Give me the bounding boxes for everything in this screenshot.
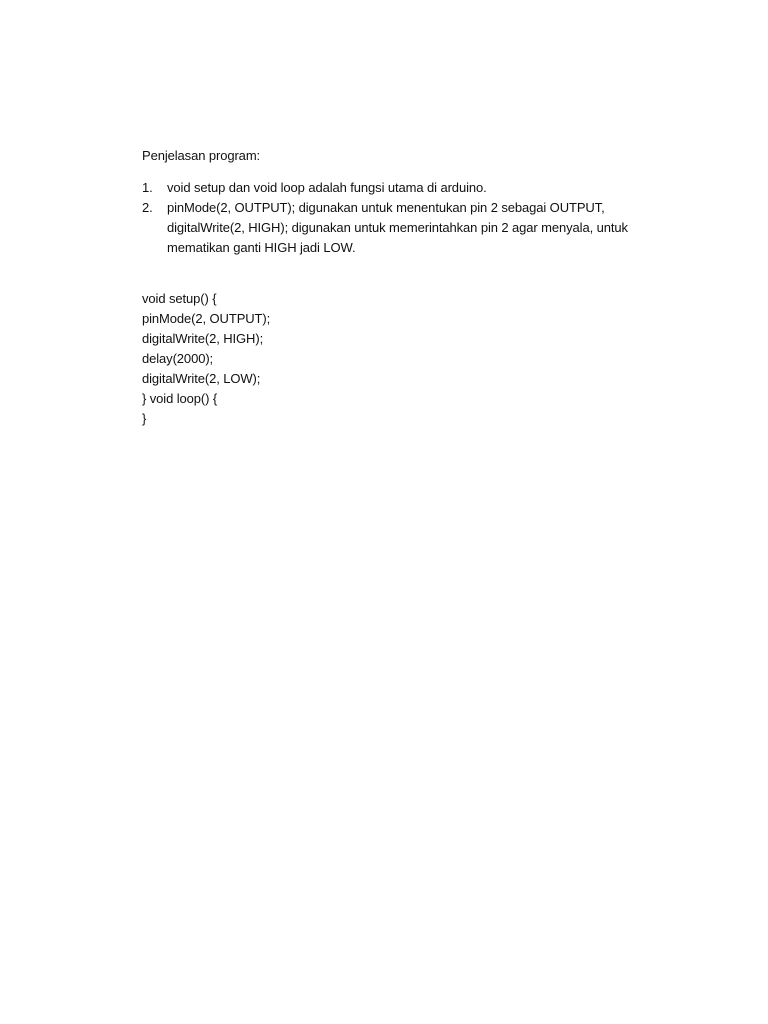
code-line: } [142, 411, 147, 426]
list-item-line: digitalWrite(2, HIGH); digunakan untuk memerintahkan pin 2 agar menyala, untuk [167, 220, 628, 235]
code-line: digitalWrite(2, LOW); [142, 371, 261, 386]
code-line: digitalWrite(2, HIGH); [142, 331, 264, 346]
list-item-text [167, 198, 642, 258]
section-heading: Penjelasan program: [142, 148, 261, 163]
list-item [142, 178, 642, 198]
list-item [142, 198, 642, 258]
list-item-number: 1. [142, 180, 153, 195]
list-item-line: mematikan ganti HIGH jadi LOW. [167, 240, 356, 255]
list-item-line: void setup dan void loop adalah fungsi utama di arduino. [167, 180, 487, 195]
code-line: pinMode(2, OUTPUT); [142, 311, 271, 326]
explanation-list [142, 178, 642, 258]
code-line: } void loop() { [142, 391, 218, 406]
list-item-number: 2. [142, 200, 153, 215]
document-content [142, 146, 642, 429]
list-item-text [167, 178, 642, 198]
code-block [142, 289, 642, 429]
code-line: void setup() { [142, 291, 217, 306]
list-item-line: pinMode(2, OUTPUT); digunakan untuk menentukan pin 2 sebagai OUTPUT, [167, 200, 605, 215]
code-line: delay(2000); [142, 351, 214, 366]
